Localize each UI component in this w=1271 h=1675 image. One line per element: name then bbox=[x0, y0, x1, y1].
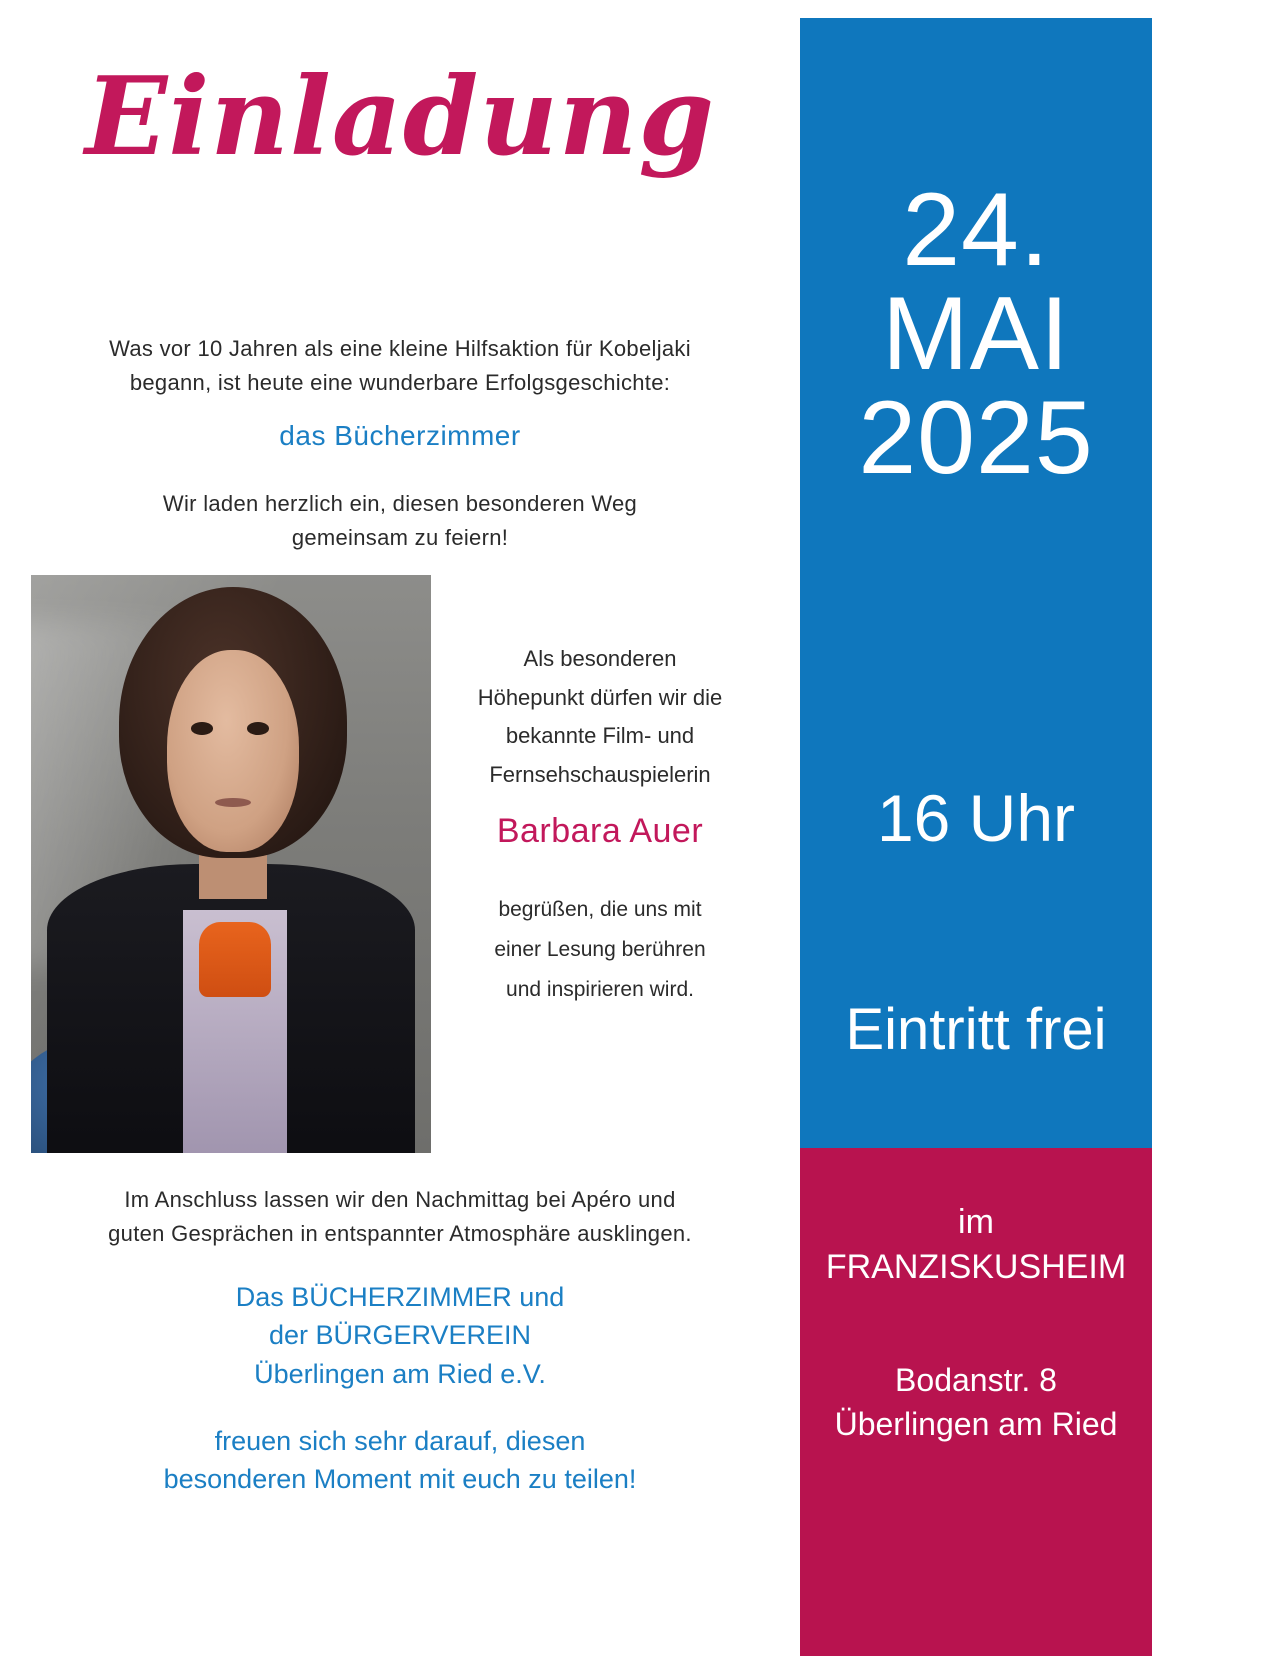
guest-portrait-image bbox=[31, 575, 431, 1153]
venue-line-1: im bbox=[958, 1203, 994, 1241]
venue-line-2: FRANZISKUSHEIM bbox=[825, 1247, 1127, 1286]
event-time: 16 Uhr bbox=[876, 781, 1076, 855]
hosts-paragraph bbox=[20, 1278, 780, 1393]
intro-line-2: begann, ist heute eine wunderbare Erfolgsgeschichte: bbox=[129, 370, 671, 396]
guest-intro-line-1: Als besonderen bbox=[523, 646, 677, 671]
address-line-1: Bodanstr. 8 bbox=[895, 1362, 1057, 1398]
portrait-eye-right bbox=[247, 722, 269, 735]
highlight-buecherzimmer: das Bücherzimmer bbox=[279, 420, 521, 451]
guest-intro-line-3: bekannte Film- und bbox=[505, 723, 695, 748]
portrait-mouth bbox=[215, 798, 251, 807]
invite-line-1: Wir laden herzlich ein, diesen besonderen Weg bbox=[162, 491, 638, 516]
event-entry-fee: Eintritt frei bbox=[845, 997, 1107, 1062]
portrait-eye-left bbox=[191, 722, 213, 735]
hosts-line-3: Überlingen am Ried e.V. bbox=[254, 1358, 546, 1389]
event-date-day: 24. bbox=[902, 172, 1050, 288]
invite-line-2: gemeinsam zu feiern! bbox=[291, 525, 509, 551]
hosts-line-2: der BÜRGERVEREIN bbox=[268, 1320, 532, 1351]
invite-paragraph bbox=[20, 487, 780, 555]
event-date bbox=[800, 172, 1152, 496]
after-line-1: Im Anschluss lassen wir den Nachmittag bei Apéro und bbox=[124, 1187, 676, 1212]
portrait-scarf bbox=[199, 922, 271, 997]
event-date-month: MAI bbox=[882, 276, 1070, 392]
closing-line-1: freuen sich sehr darauf, diesen bbox=[214, 1426, 586, 1456]
guest-outro-line-2: einer Lesung berühren bbox=[494, 937, 706, 961]
event-address bbox=[800, 1358, 1152, 1446]
after-event-paragraph bbox=[20, 1183, 780, 1251]
guest-outro-paragraph bbox=[440, 890, 760, 1010]
guest-outro-line-1: begrüßen, die uns mit bbox=[498, 898, 702, 921]
event-venue bbox=[800, 1200, 1152, 1290]
address-line-2: Überlingen am Ried bbox=[834, 1406, 1118, 1443]
closing-line-2: besonderen Moment mit euch zu teilen! bbox=[163, 1464, 637, 1495]
hosts-line-1: Das BÜCHERZIMMER und bbox=[235, 1282, 565, 1312]
event-date-year: 2025 bbox=[858, 380, 1094, 496]
guest-intro-paragraph bbox=[440, 640, 760, 794]
after-line-2: guten Gesprächen in entspannter Atmosphäre ausklingen. bbox=[108, 1221, 692, 1247]
guest-intro-line-4: Fernsehschauspielerin bbox=[489, 761, 711, 787]
guest-name: Barbara Auer bbox=[496, 812, 704, 850]
page-title: Einladung bbox=[85, 54, 715, 180]
intro-paragraph bbox=[20, 332, 780, 400]
event-details-banner bbox=[800, 18, 1152, 1656]
closing-paragraph bbox=[20, 1422, 780, 1499]
guest-intro-line-2: Höhepunkt dürfen wir die bbox=[477, 684, 723, 710]
intro-line-1: Was vor 10 Jahren als eine kleine Hilfsaktion für Kobeljaki bbox=[109, 336, 691, 361]
portrait-face bbox=[167, 650, 299, 852]
guest-outro-line-3: und inspirieren wird. bbox=[506, 977, 694, 1001]
